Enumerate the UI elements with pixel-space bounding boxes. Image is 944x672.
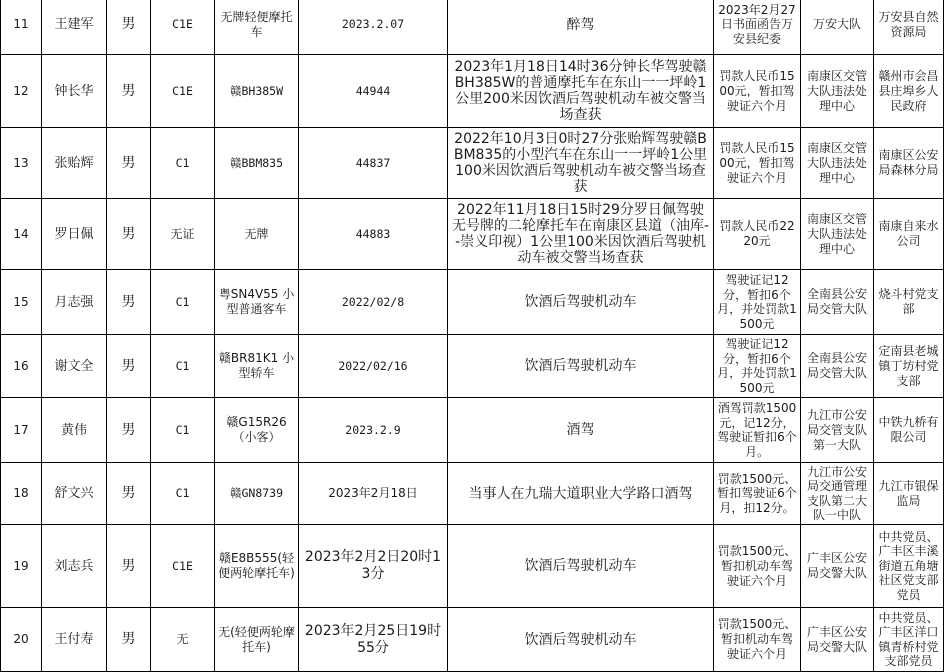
employer: 烧斗村党支部 xyxy=(874,270,944,335)
handling-agency: 九江市公安局交管支队第一大队 xyxy=(801,398,874,463)
vehicle: 赣BR81K1 小型轿车 xyxy=(215,335,299,398)
violation-fact: 醉驾 xyxy=(448,0,714,55)
license-class: C1 xyxy=(151,128,215,199)
license-class: C1 xyxy=(151,270,215,335)
person-name: 舒文兴 xyxy=(42,463,107,525)
penalty: 罚款人民币2220元 xyxy=(714,199,801,270)
table-row xyxy=(1,199,944,270)
row-number: 16 xyxy=(1,335,42,398)
employer: 南康自来水公司 xyxy=(874,199,944,270)
table-row xyxy=(1,335,944,398)
employer: 九江市银保监局 xyxy=(874,463,944,525)
vehicle: 无牌轻便摩托车 xyxy=(215,0,299,55)
vehicle: 赣G15R26（小客） xyxy=(215,398,299,463)
table-row xyxy=(1,608,944,672)
person-name: 张贻辉 xyxy=(42,128,107,199)
license-class: 无 xyxy=(151,608,215,672)
violation-date: 2023.2.9 xyxy=(299,398,448,463)
person-name: 王付寿 xyxy=(42,608,107,672)
violation-date: 44837 xyxy=(299,128,448,199)
penalty: 罚款人民币1500元，暂扣驾驶证六个月 xyxy=(714,128,801,199)
violation-fact: 饮酒后驾驶机动车 xyxy=(448,525,714,608)
penalty: 2023年2月27日书面函告万安县纪委 xyxy=(714,0,801,55)
violation-fact: 饮酒后驾驶机动车 xyxy=(448,608,714,672)
person-name: 王建军 xyxy=(42,0,107,55)
employer: 中铁九桥有限公司 xyxy=(874,398,944,463)
person-name: 刘志兵 xyxy=(42,525,107,608)
employer: 南康区公安局森林分局 xyxy=(874,128,944,199)
table-row xyxy=(1,55,944,128)
vehicle: 赣BH385W xyxy=(215,55,299,128)
person-sex: 男 xyxy=(107,335,151,398)
person-sex: 男 xyxy=(107,463,151,525)
handling-agency: 广丰区公安局交警大队 xyxy=(801,525,874,608)
table-row xyxy=(1,525,944,608)
violation-date: 2023年2月25日19时55分 xyxy=(299,608,448,672)
vehicle: 粤SN4V55 小型普通客车 xyxy=(215,270,299,335)
handling-agency: 南康区交管大队违法处理中心 xyxy=(801,128,874,199)
row-number: 17 xyxy=(1,398,42,463)
row-number: 13 xyxy=(1,128,42,199)
handling-agency: 南康区交管大队违法处理中心 xyxy=(801,199,874,270)
violation-date: 2022/02/8 xyxy=(299,270,448,335)
table-row xyxy=(1,463,944,525)
license-class: C1E xyxy=(151,55,215,128)
row-number: 18 xyxy=(1,463,42,525)
license-class: C1E xyxy=(151,525,215,608)
penalty: 驾驶证记12分，暂扣6个月，并处罚款1500元 xyxy=(714,335,801,398)
employer: 中共党员、广丰区丰溪街道五角塘社区党支部党员 xyxy=(874,525,944,608)
table-row xyxy=(1,0,944,55)
violation-fact: 饮酒后驾驶机动车 xyxy=(448,335,714,398)
table-row xyxy=(1,398,944,463)
license-class: C1 xyxy=(151,463,215,525)
license-class: C1E xyxy=(151,0,215,55)
penalty: 罚款人民币1500元，暂扣驾驶证六个月 xyxy=(714,55,801,128)
handling-agency: 九江市公安局交通管理支队第二大队一中队 xyxy=(801,463,874,525)
vehicle: 赣GN8739 xyxy=(215,463,299,525)
violation-date: 44883 xyxy=(299,199,448,270)
license-class: C1 xyxy=(151,398,215,463)
license-class: 无证 xyxy=(151,199,215,270)
vehicle: 赣E8B555(轻便两轮摩托车) xyxy=(215,525,299,608)
person-sex: 男 xyxy=(107,55,151,128)
penalty: 驾驶证记12分，暂扣6个月，并处罚款1500元 xyxy=(714,270,801,335)
handling-agency: 全南县公安局交管大队 xyxy=(801,335,874,398)
penalty: 罚款1500元、暂扣机动车驾驶证六个月 xyxy=(714,608,801,672)
violation-date: 44944 xyxy=(299,55,448,128)
violation-date: 2023年2月18日 xyxy=(299,463,448,525)
handling-agency: 万安大队 xyxy=(801,0,874,55)
violation-date: 2023年2月2日20时13分 xyxy=(299,525,448,608)
row-number: 11 xyxy=(1,0,42,55)
violation-fact: 酒驾 xyxy=(448,398,714,463)
table-row xyxy=(1,128,944,199)
person-name: 月志强 xyxy=(42,270,107,335)
violation-fact: 2023年1月18日14时36分钟长华驾驶赣BH385W的普通摩托车在东山一一坪岭1公里200米因饮酒后驾驶机动车被交警当场查获 xyxy=(448,55,714,128)
violation-fact: 饮酒后驾驶机动车 xyxy=(448,270,714,335)
vehicle: 无(轻便两轮摩托车) xyxy=(215,608,299,672)
employer: 定南县老城镇丁坊村党支部 xyxy=(874,335,944,398)
handling-agency: 南康区交管大队违法处理中心 xyxy=(801,55,874,128)
person-name: 黄伟 xyxy=(42,398,107,463)
employer: 赣州市会昌县庄埠乡人民政府 xyxy=(874,55,944,128)
row-number: 20 xyxy=(1,608,42,672)
handling-agency: 全南县公安局交管大队 xyxy=(801,270,874,335)
violation-date: 2022/02/16 xyxy=(299,335,448,398)
row-number: 14 xyxy=(1,199,42,270)
handling-agency: 广丰区公安局交警大队 xyxy=(801,608,874,672)
row-number: 15 xyxy=(1,270,42,335)
person-sex: 男 xyxy=(107,525,151,608)
table-row xyxy=(1,270,944,335)
violation-fact: 2022年10月3日0时27分张贻辉驾驶赣BBM835的小型汽车在东山一一坪岭1公里100米因饮酒后驾驶机动车被交警当场查获 xyxy=(448,128,714,199)
person-name: 谢文全 xyxy=(42,335,107,398)
violation-fact: 2022年11月18日15时29分罗日佩驾驶无号牌的二轮摩托车在南康区县道（油库--崇义印视）1公里100米因饮酒后驾驶机动车被交警当场查获 xyxy=(448,199,714,270)
penalty: 酒驾罚款1500元，记12分，驾驶证暂扣6个月。 xyxy=(714,398,801,463)
row-number: 12 xyxy=(1,55,42,128)
person-name: 钟长华 xyxy=(42,55,107,128)
violation-fact: 当事人在九瑞大道职业大学路口酒驾 xyxy=(448,463,714,525)
person-name: 罗日佩 xyxy=(42,199,107,270)
penalty: 罚款1500元、暂扣驾驶证6个月，扣12分。 xyxy=(714,463,801,525)
employer: 万安县自然资源局 xyxy=(874,0,944,55)
row-number: 19 xyxy=(1,525,42,608)
license-class: C1 xyxy=(151,335,215,398)
violation-date: 2023.2.07 xyxy=(299,0,448,55)
person-sex: 男 xyxy=(107,270,151,335)
person-sex: 男 xyxy=(107,199,151,270)
vehicle: 赣BBM835 xyxy=(215,128,299,199)
vehicle: 无牌 xyxy=(215,199,299,270)
person-sex: 男 xyxy=(107,128,151,199)
employer: 中共党员、广丰区洋口镇青桥村党支部党员 xyxy=(874,608,944,672)
person-sex: 男 xyxy=(107,608,151,672)
penalty: 罚款1500元、暂扣机动车驾驶证六个月 xyxy=(714,525,801,608)
person-sex: 男 xyxy=(107,0,151,55)
person-sex: 男 xyxy=(107,398,151,463)
